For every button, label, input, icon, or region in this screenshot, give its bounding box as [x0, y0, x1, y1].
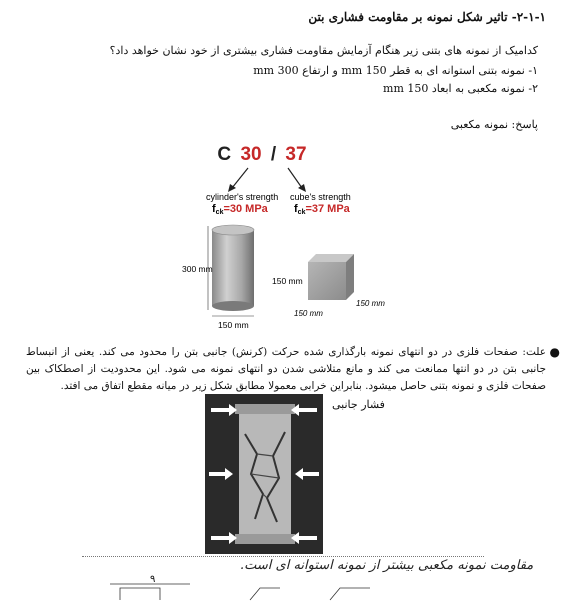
handwritten-sketch	[100, 580, 420, 601]
dotted-line	[82, 556, 484, 557]
option-2: ۲- نمونه مکعبی به ابعاد 150 mm	[383, 82, 538, 95]
arrow-cube-head	[298, 184, 306, 192]
lateral-pressure-label: فشار جانبی	[332, 398, 385, 411]
bullet-icon: ●	[549, 345, 560, 359]
arrow-cube	[288, 168, 302, 188]
class-cyl: 30	[240, 144, 262, 165]
answer-text: پاسخ: نمونه مکعبی	[450, 118, 538, 131]
handwritten-note: مقاومت نمونه مکعبی بیشتر از نمونه استوانه ای است.	[240, 558, 534, 573]
dim-height: 300 mm	[182, 264, 213, 274]
failure-photo	[205, 394, 323, 554]
cyl-value: fck=30 MPa	[212, 203, 268, 216]
cube-top	[308, 254, 354, 262]
bottom-fragment: ۹	[150, 574, 156, 585]
cylinder-body	[212, 230, 254, 306]
dim-diameter: 150 mm	[218, 320, 249, 330]
cylinder-top	[212, 225, 254, 235]
class-cube: 37	[285, 144, 307, 165]
cube-value: fck=37 MPa	[294, 203, 350, 216]
class-prefix: C	[217, 144, 232, 165]
section-heading: ۲-۱-۱- تاثیر شکل نمونه بر مقاومت فشاری بتن	[308, 10, 546, 24]
cylinder-cube-figure	[170, 138, 410, 338]
question-text: کدامیک از نمونه های بتنی زیر هنگام آزمایش مقاومت فشاری بیشتری از خود نشان خواهد داد؟	[109, 44, 538, 57]
concrete-class-label	[217, 144, 306, 165]
option-1: ۱- نمونه بتنی استوانه ای به قطر 150 mm و ارتفاع 300 mm	[253, 64, 538, 77]
cube-caption: cube's strength	[290, 192, 351, 202]
cylinder-bottom	[212, 301, 254, 311]
reason-text: علت: صفحات فلزی در دو انتهای نمونه بارگذاری شده حرکت (کرنش) جانبی بتن را محدود می کند. یعنی از انبساط جانبی بتن در دو انتها ممانعت می کند و مانع متلاشی شدن دو انتهای نمونه می شود. این محدودیت از اصطکاک بین صفحات فلزی و نمونه بتنی حاصل میشود. بنابراین خرابی معمولا مطابق شکل زیر در میانه مقطع اتفاق می افتد.	[26, 346, 546, 392]
cube-side	[346, 254, 354, 300]
dim-cube-depth: 150 mm	[294, 309, 323, 318]
dim-cube-width: 150 mm	[356, 299, 385, 308]
arrow-cyl	[232, 168, 248, 188]
reason-paragraph	[26, 344, 560, 395]
cyl-caption: cylinder's strength	[206, 192, 279, 202]
class-sep: /	[270, 144, 277, 165]
dim-cube-side: 150 mm	[272, 276, 303, 286]
cube-front	[308, 262, 346, 300]
